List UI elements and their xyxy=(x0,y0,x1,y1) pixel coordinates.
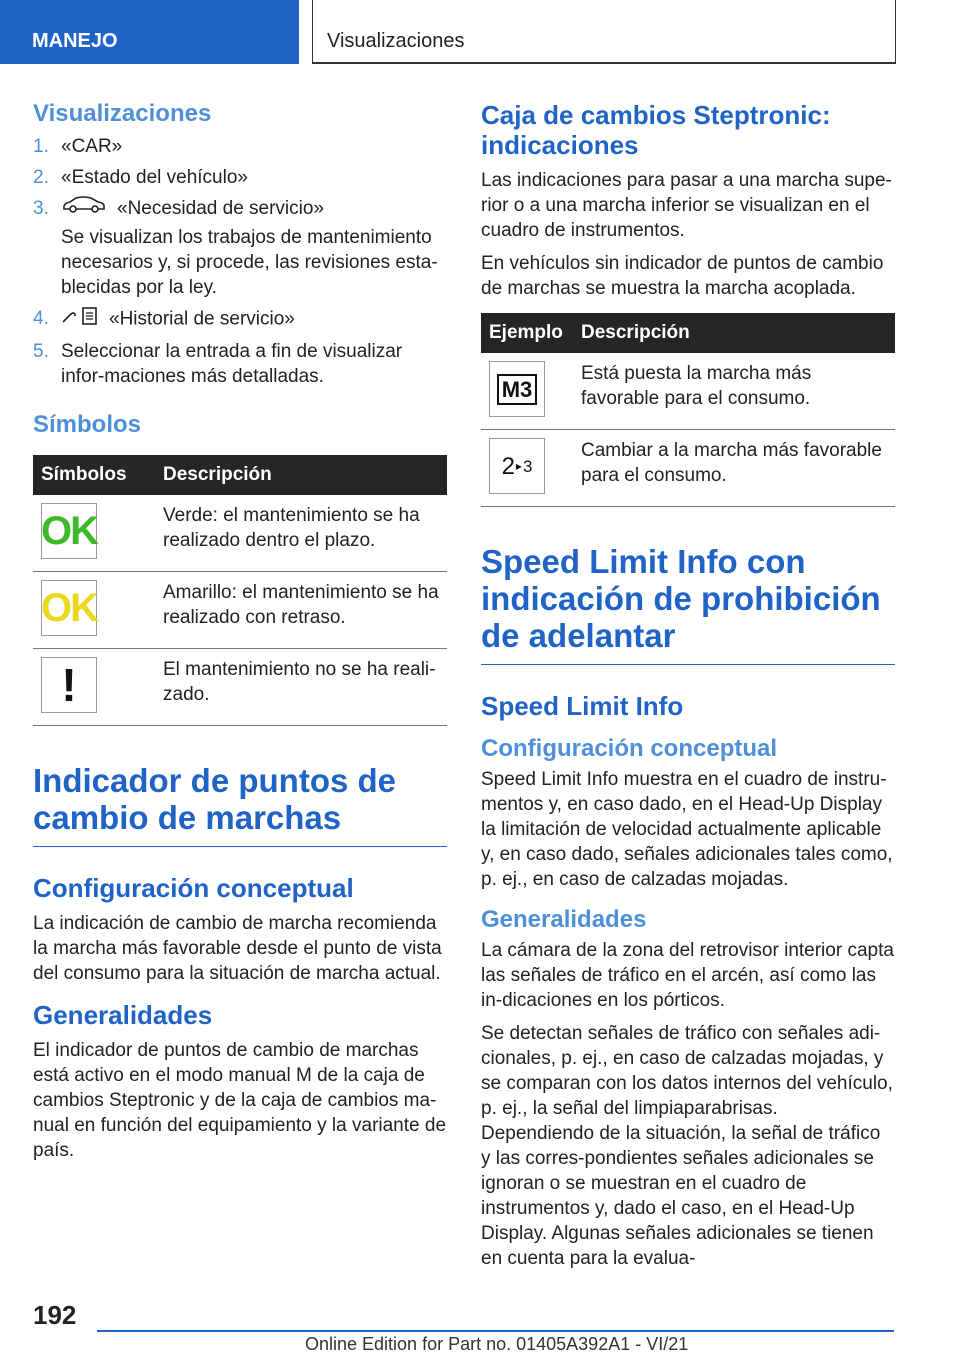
row-description: El mantenimiento no se ha reali-zado. xyxy=(155,649,447,726)
table-row xyxy=(33,495,447,572)
list-item xyxy=(33,306,447,333)
heading-speed-limit: Speed Limit Info con indicación de prohibición de adelantar xyxy=(481,543,895,665)
table-row xyxy=(481,430,895,507)
service-history-icon xyxy=(61,306,99,333)
list-item xyxy=(33,339,447,389)
heading-indicador: Indicador de puntos de cambio de marchas xyxy=(33,762,447,847)
table-header-description: Descripción xyxy=(155,455,447,495)
paragraph: Las indicaciones para pasar a una marcha supe-rior o a una marcha inferior se visualizan en el cuadro de instrumentos. xyxy=(481,170,892,241)
paragraph: El indicador de puntos de cambio de marchas está activo en el modo manual M de la caja de cambios Steptronic y de la caja de cambios ma-nual en función del equipamiento y la variante de país. xyxy=(33,1040,447,1162)
row-description: Está puesta la marcha más favorable para el consumo. xyxy=(573,353,895,430)
gear-m3-icon: M3 xyxy=(489,361,545,417)
gear-shift-2-3-icon: 2 ▸ 3 xyxy=(489,438,545,494)
heading-caja: Caja de cambios Steptronic: indicaciones xyxy=(481,100,831,160)
header-title: Visualizaciones xyxy=(312,0,896,64)
section-tab: MANEJO xyxy=(0,0,299,64)
step-subtext: Se visualizan los trabajos de mantenimiento necesarios y, si procede, las revisiones esta-blecidas por la ley. xyxy=(61,227,438,299)
table-row xyxy=(481,353,895,430)
step-text: «Necesidad de servicio» xyxy=(117,198,325,219)
row-description: Amarillo: el mantenimiento se ha realizado con retraso. xyxy=(155,572,447,649)
paragraph: En vehículos sin indicador de puntos de cambio de marchas se muestra la marcha acoplada. xyxy=(481,253,884,299)
ok-green-icon: OK xyxy=(41,503,97,559)
heading-visualizaciones: Visualizaciones xyxy=(33,100,212,127)
step-text: «CAR» xyxy=(61,136,123,157)
table-row xyxy=(33,649,447,726)
step-text: Seleccionar la entrada a fin de visualizar infor-maciones más detalladas. xyxy=(61,341,403,388)
heading-generalidades: Generalidades xyxy=(33,1000,213,1031)
step-number: 4. xyxy=(33,308,49,330)
heading-config: Configuración conceptual xyxy=(481,735,778,762)
row-description: Verde: el mantenimiento se ha realizado dentro el plazo. xyxy=(155,495,447,572)
step-text: «Estado del vehículo» xyxy=(61,167,248,188)
heading-simbolos: Símbolos xyxy=(33,411,142,439)
step-number: 1. xyxy=(33,136,49,157)
paragraph: La cámara de la zona del retrovisor interior capta las señales de tráfico en el arcén, así como las in-dicaciones en los pórticos. xyxy=(481,940,894,1011)
step-number: 5. xyxy=(33,341,49,363)
list-item xyxy=(33,134,447,159)
heading-generalidades: Generalidades xyxy=(481,906,647,933)
table-header-description: Descripción xyxy=(573,313,895,353)
symbols-table xyxy=(33,455,447,726)
heading-sli: Speed Limit Info xyxy=(481,691,684,721)
heading-config: Configuración conceptual xyxy=(33,873,354,904)
right-column xyxy=(481,100,895,1279)
paragraph: Se detectan señales de tráfico con señales adi-cionales, p. ej., en caso de calzadas mojadas, y se comparan con los datos internos del vehículo, p. ej., la señal del limpiaparabrisas. Dependiendo de la situación, la señal de tráfico y las corres-pondientes señales adicionales se ignoran o se muestran en el cuadro de instrumentos y, dado el caso, en el Head-Up Display. Algunas señales adicionales se tienen en cuenta para la evalua- xyxy=(481,1023,893,1269)
step-number: 3. xyxy=(33,198,49,219)
table-header-example: Ejemplo xyxy=(481,313,573,353)
left-column xyxy=(33,100,447,1171)
page-number: 192 xyxy=(33,1300,77,1330)
ok-yellow-icon: OK xyxy=(41,580,97,636)
exclamation-icon: ! xyxy=(41,657,97,713)
paragraph: La indicación de cambio de marcha recomienda la marcha más favorable desde el punto de vista del consumo para la situación de marcha actual. xyxy=(33,913,442,985)
step-number: 2. xyxy=(33,167,49,188)
car-service-icon xyxy=(61,196,107,221)
list-item xyxy=(33,196,447,300)
table-header-symbols: Símbolos xyxy=(33,455,155,495)
list-item xyxy=(33,165,447,190)
table-row xyxy=(33,572,447,649)
gear-table xyxy=(481,313,895,507)
steps-list xyxy=(33,134,447,389)
paragraph: Speed Limit Info muestra en el cuadro de instru-mentos y, en caso dado, en el Head-Up Display la limitación de velocidad actualmente aplicable y, en caso dado, señales adicionales tales como, p. ej., en caso de calzadas mojadas. xyxy=(481,769,893,890)
row-description: Cambiar a la marcha más favorable para el consumo. xyxy=(573,430,895,507)
footer-divider xyxy=(97,1330,894,1332)
step-text: «Historial de servicio» xyxy=(109,309,295,330)
footer-edition: Online Edition for Part no. 01405A392A1 - VI/21 xyxy=(305,1334,689,1354)
